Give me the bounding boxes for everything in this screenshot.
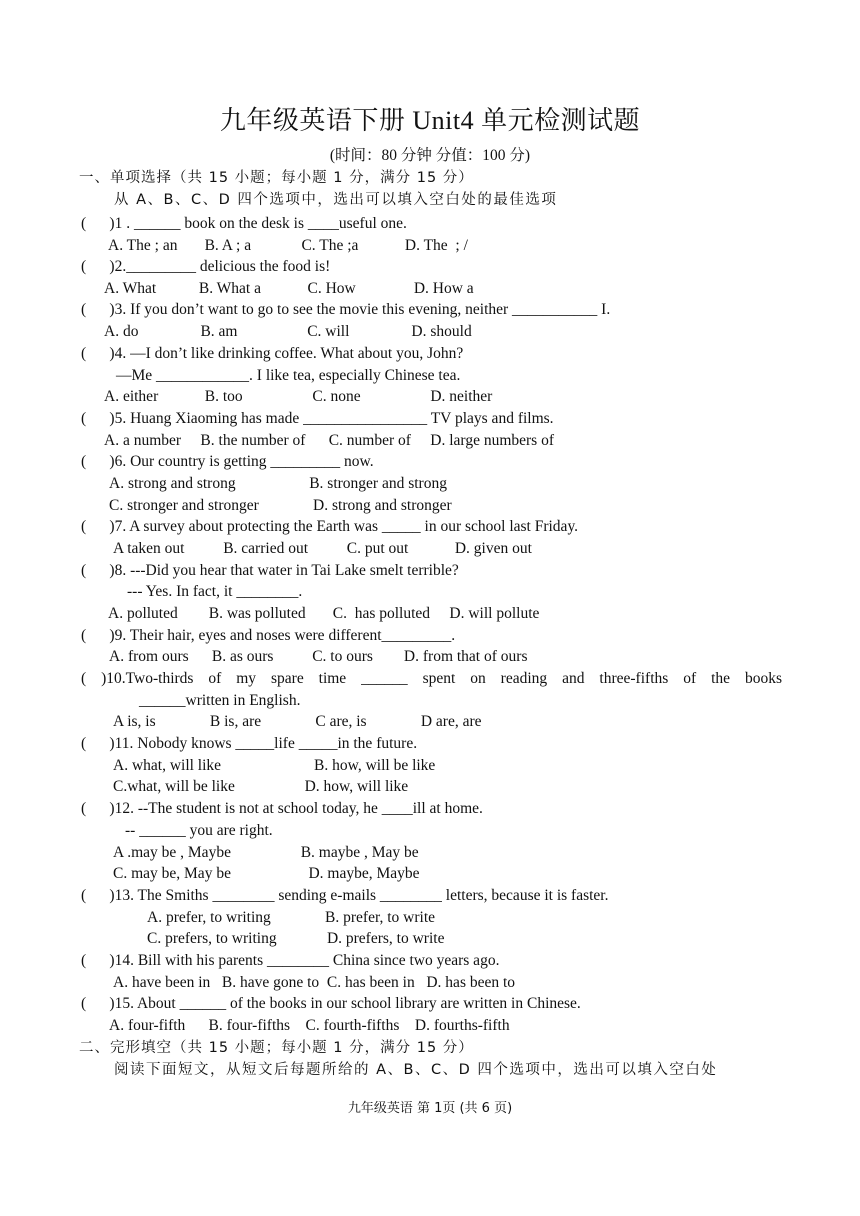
question-13-options-cd: C. prefers, to writing D. prefers, to write — [147, 930, 445, 947]
question-15-options: A. four-fifth B. four-fifths C. fourth-fifths D. fourths-fifth — [109, 1017, 510, 1034]
question-6: ( )6. Our country is getting _________ now. — [81, 453, 374, 470]
question-12-options-cd: C. may be, May be D. maybe, Maybe — [113, 865, 420, 882]
question-15: ( )15. About ______ of the books in our school library are written in Chinese. — [81, 995, 581, 1012]
question-7-options: A taken out B. carried out C. put out D. given out — [113, 540, 532, 557]
exam-time-score: (时间：80 分钟 分值：100 分) — [329, 147, 531, 164]
question-8-options: A. polluted B. was polluted C. has polluted D. will pollute — [108, 605, 540, 622]
question-3: ( )3. If you don’t want to go to see the movie this evening, neither ___________ I. — [81, 301, 611, 318]
question-13-options-ab: A. prefer, to writing B. prefer, to write — [147, 909, 436, 926]
question-10 — [81, 669, 782, 689]
question-10-word: the — [711, 670, 731, 687]
question-10-word: three-fifths — [599, 670, 669, 687]
question-7: ( )7. A survey about protecting the Earth was _____ in our school last Friday. — [81, 518, 579, 535]
question-9-options: A. from ours B. as ours C. to ours D. from that of ours — [109, 648, 528, 665]
question-10-word: reading — [500, 670, 548, 687]
section-heading-single-choice: 一、单项选择（共 15 小题；每小题 1 分，满分 15 分） — [79, 170, 474, 186]
question-8-reply: --- Yes. In fact, it ________. — [127, 583, 303, 600]
question-12: ( )12. --The student is not at school today, he ____ill at home. — [81, 800, 483, 817]
question-11-options-cd: C.what, will be like D. how, will like — [113, 778, 409, 795]
question-10-options: A is, is B is, are C are, is D are, are — [113, 713, 482, 730]
question-10-word: )10.Two-thirds — [101, 670, 194, 687]
question-10-word: ______ — [361, 670, 408, 687]
question-4-reply: —Me ____________. I like tea, especially Chinese tea. — [116, 367, 461, 384]
question-11: ( )11. Nobody knows _____life _____in the future. — [81, 735, 418, 752]
question-12-options-ab: A .may be , Maybe B. maybe , May be — [113, 844, 419, 861]
question-1-options: A. The ; an B. A ; a C. The ;a D. The ; / — [108, 237, 468, 254]
question-14: ( )14. Bill with his parents ________ China since two years ago. — [81, 952, 500, 969]
question-12-reply: -- ______ you are right. — [125, 822, 273, 839]
section-instruction-single-choice: 从 A、B、C、D 四个选项中，选出可以填入空白处的最佳选项 — [114, 192, 558, 208]
question-10-word: of — [208, 670, 222, 687]
page-title: 九年级英语下册 Unit4 单元检测试题 — [219, 106, 641, 135]
section-heading-cloze: 二、完形填空（共 15 小题；每小题 1 分，满分 15 分） — [79, 1040, 474, 1056]
question-2-options: A. What B. What a C. How D. How a — [104, 280, 474, 297]
question-14-options: A. have been in B. have gone to C. has been in D. has been to — [113, 974, 516, 991]
question-10-word: ( — [81, 670, 87, 687]
question-10-word: my — [236, 670, 257, 687]
question-13: ( )13. The Smiths ________ sending e-mails ________ letters, because it is faster. — [81, 887, 609, 904]
question-5-options: A. a number B. the number of C. number of D. large numbers of — [104, 432, 554, 449]
question-6-options-ab: A. strong and strong B. stronger and strong — [109, 475, 447, 492]
question-10-word: spare — [271, 670, 304, 687]
question-10-word: time — [318, 670, 347, 687]
question-10-word: on — [470, 670, 486, 687]
question-2: ( )2._________ delicious the food is! — [81, 258, 331, 275]
question-8: ( )8. ---Did you hear that water in Tai Lake smelt terrible? — [81, 562, 459, 579]
question-10-word: of — [683, 670, 697, 687]
question-3-options: A. do B. am C. will D. should — [104, 323, 472, 340]
question-10-word: spent — [422, 670, 456, 687]
question-1: ( )1 . ______ book on the desk is ____useful one. — [81, 215, 407, 232]
question-4: ( )4. —I don’t like drinking coffee. What about you, John? — [81, 345, 464, 362]
question-5: ( )5. Huang Xiaoming has made ________________ TV plays and films. — [81, 410, 554, 427]
question-10-continued: ______written in English. — [139, 692, 301, 709]
page-footer: 九年级英语 第 1页 (共 6 页) — [347, 1101, 513, 1116]
question-10-word: books — [744, 670, 782, 687]
question-10-word: and — [562, 670, 585, 687]
question-6-options-cd: C. stronger and stronger D. strong and stronger — [109, 497, 452, 514]
question-11-options-ab: A. what, will like B. how, will be like — [113, 757, 436, 774]
section-instruction-cloze: 阅读下面短文，从短文后每题所给的 A、B、C、D 四个选项中，选出可以填入空白处 — [114, 1062, 718, 1078]
question-4-options: A. either B. too C. none D. neither — [104, 388, 493, 405]
question-9: ( )9. Their hair, eyes and noses were different_________. — [81, 627, 456, 644]
